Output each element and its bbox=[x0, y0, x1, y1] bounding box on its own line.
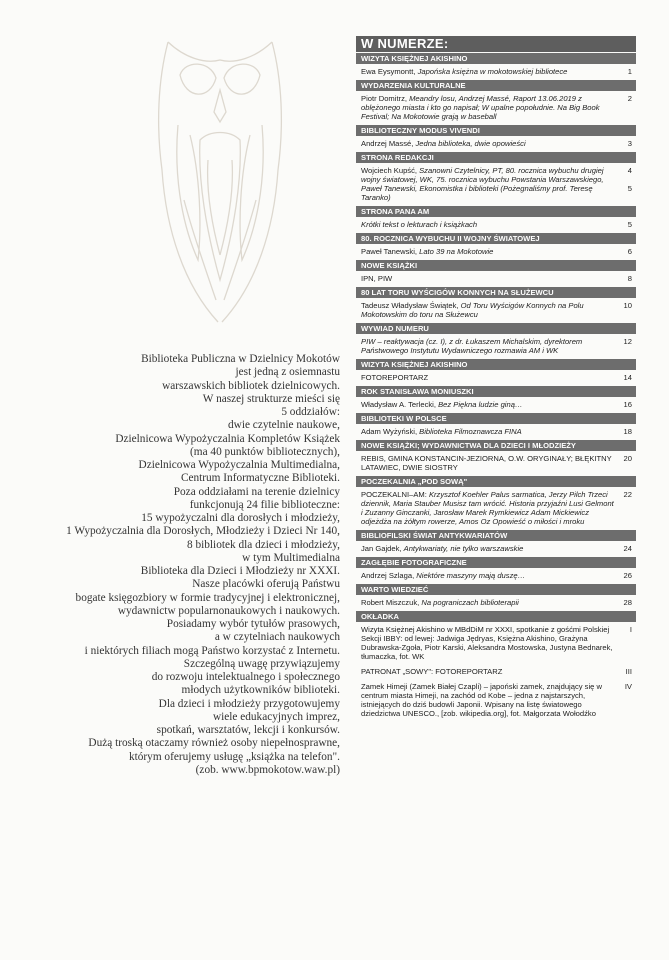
toc-entry bbox=[356, 334, 636, 358]
section-heading: 80. ROCZNICA WYBUCHU II WOJNY ŚWIATOWEJ bbox=[356, 233, 636, 244]
entry-author: Wojciech Kupść, bbox=[361, 166, 420, 175]
toc-entry-text bbox=[361, 301, 614, 319]
description-line: Biblioteka Publiczna w Dzielnicy Mokotów bbox=[141, 353, 340, 365]
toc-entry bbox=[356, 541, 636, 556]
toc-entry-text bbox=[361, 625, 614, 661]
entry-title: PIW – reaktywacja (cz. I), z dr. Łukaszem Michalskim, dyrektorem Państwowego Instytutu Wydawniczego rozmawia AM i WK bbox=[361, 337, 583, 355]
entry-page-number: 14 bbox=[623, 373, 632, 382]
description-line: jest jedną z osiemnastu bbox=[235, 366, 340, 379]
description-line: a w czytelniach naukowych bbox=[214, 631, 340, 644]
entry-title: Japońska księżna w mokotowskiej bibliotece bbox=[417, 67, 568, 76]
entry-page-number: 12 bbox=[623, 337, 632, 346]
description-line: Posiadamy wybór tytułów prasowych, bbox=[166, 618, 340, 630]
section-heading: WIZYTA KSIĘŻNEJ AKISHINO bbox=[356, 359, 636, 370]
entry-title: Szanowni Czytelnicy, PT, 80. rocznica wybuchu drugiej wojny światowej, WK, 75. rocznica wybuchu Powstania Warszawskiego, Paweł Tanewski, Ekonomistka i biblioteki (Pożegnaliśmy prof. Teresę Taranko) bbox=[361, 166, 604, 202]
entry-author: Jan Gajdek, bbox=[361, 544, 404, 553]
section-heading: WARTO WIEDZIEĆ bbox=[356, 584, 636, 595]
section-heading: OKŁADKA bbox=[356, 611, 636, 622]
section-heading: WYDARZENIA KULTURALNE bbox=[356, 80, 636, 91]
section-heading: ROK STANISŁAWA MONIUSZKI bbox=[356, 386, 636, 397]
entry-author: Andrzej Massé, bbox=[361, 139, 416, 148]
toc-entry-text bbox=[361, 94, 614, 121]
description-line: Dzielnicowa Wypożyczalnia Kompletów Książek bbox=[115, 432, 340, 445]
description-line: Dzielnicowa Wypożyczalnia Multimedialna, bbox=[138, 459, 340, 471]
toc-entry-text bbox=[361, 67, 614, 76]
toc-entry-text bbox=[361, 373, 614, 382]
section-heading: STRONA REDAKCJI bbox=[356, 152, 636, 163]
entry-page-number: 22 bbox=[623, 490, 632, 499]
entry-page-number: III bbox=[625, 667, 632, 676]
section-heading: POCZEKALNIA „POD SOWĄ" bbox=[356, 476, 636, 487]
description-line: W naszej strukturze mieści się bbox=[202, 392, 340, 405]
toc-entry-text bbox=[361, 667, 614, 676]
toc-entry bbox=[356, 244, 636, 259]
description-line: Biblioteka dla Dzieci i Młodzieży nr XXXI. bbox=[140, 565, 340, 577]
entry-author: Paweł Tanewski, bbox=[361, 247, 420, 256]
description-line: Nasze placówki oferują Państwu bbox=[192, 578, 340, 591]
toc-title: W NUMERZE: bbox=[356, 36, 636, 52]
toc-entry-text bbox=[361, 166, 614, 202]
section-heading: BIBLIOFILSKI ŚWIAT ANTYKWARIATÓW bbox=[356, 530, 636, 541]
toc-entry bbox=[356, 298, 636, 322]
toc-entry-text bbox=[361, 337, 614, 355]
section-heading: BIBLIOTEKI W POLSCE bbox=[356, 413, 636, 424]
toc-entry bbox=[356, 163, 636, 205]
toc-entry bbox=[356, 91, 636, 124]
description-line: do rozwoju intelektualnego i społecznego bbox=[151, 671, 340, 683]
entry-title: Antykwariaty, nie tylko warszawskie bbox=[403, 544, 524, 553]
entry-page-number: 10 bbox=[623, 301, 632, 310]
section-heading: 80 LAT TORU WYŚCIGÓW KONNYCH NA SŁUŻEWCU bbox=[356, 287, 636, 298]
toc-entry-text bbox=[361, 427, 614, 436]
toc-entry-text bbox=[361, 571, 614, 580]
toc-entry-text bbox=[361, 247, 614, 256]
description-line: Szczególną uwagę przywiązujemy bbox=[183, 657, 340, 670]
section-heading: WYWIAD NUMERU bbox=[356, 323, 636, 334]
entry-title: Bez Piękna ludzie giną… bbox=[438, 400, 523, 409]
toc-entry bbox=[356, 370, 636, 385]
entry-author: Wizyta Księżnej Akishino w MBdDiM nr XXXI, spotkanie z gośćmi Polskiej Sekcji IBBY: od lewej: Jadwiga Jędryas, Księżna Akishino, Grażyna Dubrawska-Zgoła, Piotr Karski, Aleksandra Mostowska, Justyna Bednarek, tłumaczka, fot. WK bbox=[361, 625, 613, 661]
section-heading: NOWE KSIĄŻKI; WYDAWNICTWA DLA DZIECI I MŁODZIEŻY bbox=[356, 440, 636, 451]
description-line: Dużą troską otaczamy również osoby niepełnosprawne, bbox=[88, 737, 340, 750]
toc-entry bbox=[356, 136, 636, 151]
toc-entry bbox=[356, 424, 636, 439]
entry-author: Robert Miszczuk, bbox=[361, 598, 422, 607]
description-line: warszawskich bibliotek dzielnicowych. bbox=[162, 379, 340, 392]
toc-entry-text bbox=[361, 454, 614, 472]
toc-entry bbox=[356, 664, 636, 679]
table-of-contents bbox=[356, 36, 636, 721]
entry-author: FOTOREPORTARZ bbox=[361, 373, 429, 382]
entry-page-number: 8 bbox=[627, 274, 632, 283]
toc-entry-text bbox=[361, 220, 614, 229]
entry-author: Władysław A. Terlecki, bbox=[361, 400, 439, 409]
toc-entry bbox=[356, 217, 636, 232]
entry-page-number: 6 bbox=[627, 247, 632, 256]
entry-title: Jedna biblioteka, dwie opowieści bbox=[415, 139, 526, 148]
entry-page-number: 18 bbox=[623, 427, 632, 436]
entry-page-number: 3 bbox=[627, 139, 632, 148]
description-line: Poza oddziałami na terenie dzielnicy bbox=[173, 485, 340, 498]
entry-author: Piotr Domitrz, bbox=[361, 94, 410, 103]
entry-page-number: 24 bbox=[623, 544, 632, 553]
owl-logo-watermark bbox=[150, 30, 290, 330]
entry-page-number: I bbox=[629, 625, 632, 634]
entry-title: Od Toru Wyścigów Konnych na Polu Mokotowskim do toru na Służewcu bbox=[361, 301, 584, 319]
description-line: Centrum Informatyczne Biblioteki. bbox=[180, 472, 340, 485]
description-line: 1 Wypożyczalnia dla Dorosłych, Młodzieży i Dzieci Nr 140, bbox=[66, 525, 340, 538]
entry-title: Lato 39 na Mokotowie bbox=[419, 247, 494, 256]
entry-title: Biblioteka Filmoznawcza FINA bbox=[419, 427, 522, 436]
entry-page-number: 26 bbox=[623, 571, 632, 580]
entry-page-number: 5 bbox=[627, 220, 632, 229]
section-heading: STRONA PANA AM bbox=[356, 206, 636, 217]
description-line: 15 wypożyczalni dla dorosłych i młodzieży, bbox=[141, 512, 340, 524]
entry-page-number: 1 bbox=[627, 67, 632, 76]
entry-page-number: 16 bbox=[623, 400, 632, 409]
description-line: funkcjonują 24 filie biblioteczne: bbox=[189, 498, 340, 511]
entry-author: Andrzej Szlaga, bbox=[361, 571, 417, 580]
section-heading: BIBLIOTECZNY MODUS VIVENDI bbox=[356, 125, 636, 136]
entry-title: Krzysztof Koehler Palus sarmatica, Jerzy Pilch Trzeci dziennik, Maria Stauber Musisz tam wrócić. Historia przyjaźni Lusi Gelmont i Zuzanny Ginczanki, Jarosław Marek Rymkiewicz Adam Mickiewicz odjeżdża na żółtym rowerze, Amos Oz Opowieść o miłości i mroku bbox=[361, 490, 614, 526]
toc-entry-text bbox=[361, 544, 614, 553]
toc-entry bbox=[356, 679, 636, 721]
library-description bbox=[40, 353, 340, 777]
entry-page-number: 2 bbox=[627, 94, 632, 103]
description-line: 5 oddziałów: bbox=[281, 406, 340, 418]
description-line: dwie czytelnie naukowe, bbox=[228, 419, 340, 432]
description-line: (zob. www.bpmokotow.waw.pl) bbox=[195, 763, 340, 776]
entry-author: IPN, PIW bbox=[361, 274, 393, 283]
toc-entry-text bbox=[361, 598, 614, 607]
description-line: wydawnictw popularnonaukowych i naukowych. bbox=[117, 604, 340, 617]
toc-entry bbox=[356, 595, 636, 610]
entry-author: Tadeusz Władysław Świątek, bbox=[361, 301, 461, 310]
toc-sections bbox=[356, 53, 636, 721]
entry-page-number: 20 bbox=[623, 454, 632, 463]
description-line: w tym Multimedialna bbox=[242, 551, 340, 564]
section-heading: WIZYTA KSIĘŻNEJ AKISHINO bbox=[356, 53, 636, 64]
description-line: spotkań, warsztatów, lekcji i konkursów. bbox=[156, 724, 340, 736]
description-line: bogate księgozbiory w formie tradycyjnej i elektronicznej, bbox=[75, 591, 340, 604]
entry-page-number: 4 5 bbox=[627, 166, 632, 193]
entry-author: Zamek Himeji (Zamek Białej Czapli) – japoński zamek, znajdujący się w centrum miasta Himeji, na zachód od Kobe – jedna z najstarszych, istniejących do dziś budowli Japonii. Wpisany na listę światowego dziedzictwa UNESCO., [zob. wikipedia.org], fot. Małgorzata Wołodźko bbox=[361, 682, 602, 718]
description-line: 8 bibliotek dla dzieci i młodzieży, bbox=[187, 538, 340, 551]
section-heading: ZAGŁĘBIE FOTOGRAFICZNE bbox=[356, 557, 636, 568]
toc-entry bbox=[356, 271, 636, 286]
entry-author: POCZEKALNI–AM: bbox=[361, 490, 429, 499]
section-heading: NOWE KSIĄŻKI bbox=[356, 260, 636, 271]
toc-entry bbox=[356, 64, 636, 79]
entry-title: Krótki tekst o lekturach i książkach bbox=[361, 220, 478, 229]
description-line: młodych użytkowników biblioteki. bbox=[181, 684, 340, 697]
entry-author: Ewa Eysymontt, bbox=[361, 67, 418, 76]
description-line: którym oferujemy usługę „książka na telefon". bbox=[128, 750, 340, 763]
toc-entry-text bbox=[361, 682, 614, 718]
toc-entry-text bbox=[361, 274, 614, 283]
description-line: (ma 40 punktów bibliotecznych), bbox=[190, 445, 340, 458]
description-line: Dla dzieci i młodzieży przygotowujemy bbox=[158, 697, 340, 710]
toc-entry-text bbox=[361, 490, 614, 526]
toc-entry-text bbox=[361, 139, 614, 148]
description-line: wiele edukacyjnych imprez, bbox=[212, 710, 340, 723]
entry-page-number: 28 bbox=[623, 598, 632, 607]
toc-entry bbox=[356, 568, 636, 583]
entry-author: Adam Wyżyński, bbox=[361, 427, 420, 436]
toc-entry-text bbox=[361, 400, 614, 409]
toc-entry bbox=[356, 622, 636, 664]
entry-title: Niektóre maszyny mają duszę… bbox=[416, 571, 526, 580]
entry-author: REBIS, GMINA KONSTANCIN-JEZIORNA, O.W. ORYGINAŁY; BŁĘKITNY LATAWIEC, DWIE SIOSTRY bbox=[361, 454, 612, 472]
entry-author: PATRONAT „SOWY": FOTOREPORTARZ bbox=[361, 667, 503, 676]
toc-entry bbox=[356, 397, 636, 412]
toc-entry bbox=[356, 451, 636, 475]
entry-page-number: IV bbox=[624, 682, 632, 691]
toc-entry bbox=[356, 487, 636, 529]
description-line: i niektórych filiach mogą Państwo korzystać z Internetu. bbox=[84, 644, 340, 657]
entry-title: Na pograniczach biblioterapii bbox=[421, 598, 519, 607]
entry-title: Meandry losu, Andrzej Massé, Raport 13.06.2019 z oblężonego miasta i kto go napisał; W upalne popołudnie. Na Big Book Festival; Na Mokotowie grają w baseball bbox=[361, 94, 600, 121]
